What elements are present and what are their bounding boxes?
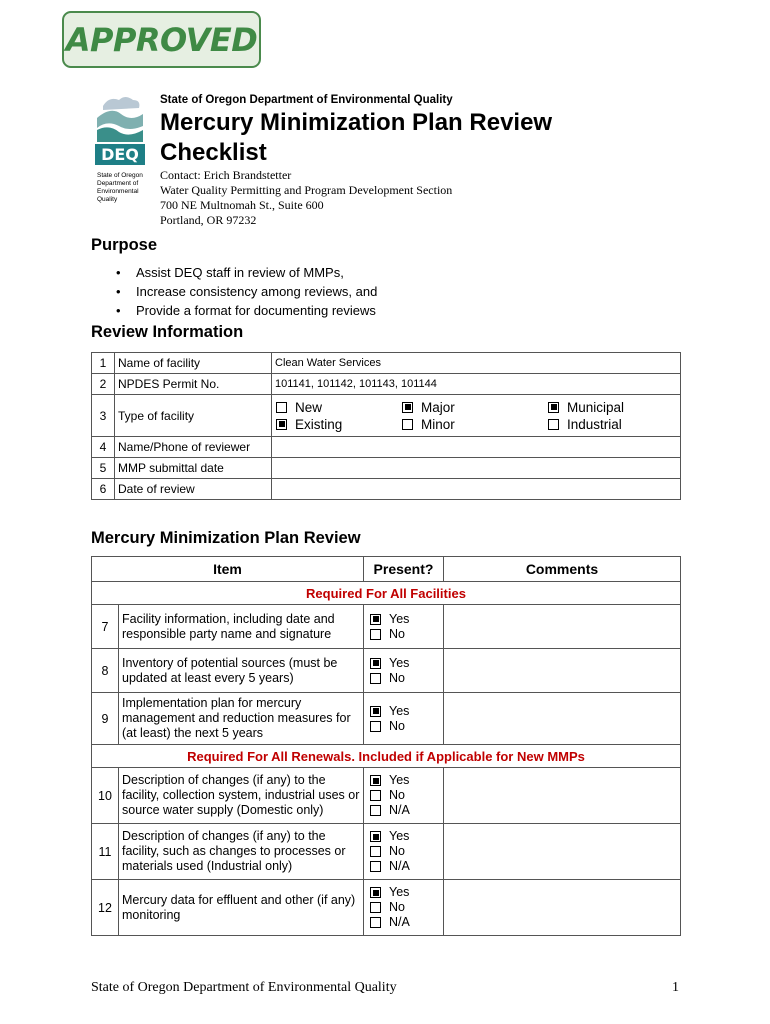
table-header-row	[92, 557, 681, 582]
logo-line: Quality	[97, 196, 118, 203]
deq-logo-icon	[95, 92, 145, 167]
field-label: Name/Phone of reviewer	[115, 437, 272, 458]
comments-cell[interactable]	[444, 880, 681, 936]
row-number: 4	[92, 437, 115, 458]
checkbox-na[interactable]	[370, 861, 381, 872]
option-label: Major	[421, 399, 455, 415]
row-number: 3	[92, 395, 115, 437]
permit-number-field[interactable]: 101141, 101142, 101143, 101144	[272, 374, 681, 395]
comments-cell[interactable]	[444, 605, 681, 649]
table-row	[92, 693, 681, 745]
present-options	[364, 824, 444, 880]
table-row	[92, 768, 681, 824]
contact-line: 700 NE Multnomah St., Suite 600	[160, 198, 324, 212]
checkbox-na[interactable]	[370, 805, 381, 816]
option-label: New	[295, 399, 323, 415]
column-header-comments: Comments	[444, 557, 681, 582]
table-row	[92, 479, 681, 500]
table-row	[92, 353, 681, 374]
item-text: Implementation plan for mercury management and reduction measures for (at least) the next 5 years	[119, 693, 364, 745]
option-label: Yes	[389, 611, 410, 626]
checkbox-no[interactable]	[370, 846, 381, 857]
option-label: N/A	[389, 915, 410, 929]
logo-line: Environmental	[97, 188, 139, 195]
table-row	[92, 374, 681, 395]
purpose-bullet: • Provide a format for documenting reviews	[116, 301, 377, 320]
page-number: 1	[672, 980, 679, 995]
row-number: 1	[92, 353, 115, 374]
present-options	[364, 649, 444, 693]
checkbox-industrial[interactable]	[548, 419, 559, 430]
logo-line: State of Oregon	[97, 172, 143, 179]
checkbox-no[interactable]	[370, 790, 381, 801]
row-number: 2	[92, 374, 115, 395]
table-row	[92, 649, 681, 693]
checkbox-yes[interactable]	[370, 831, 381, 842]
option-label: Yes	[389, 885, 410, 899]
table-row	[92, 458, 681, 479]
comments-cell[interactable]	[444, 693, 681, 745]
checkbox-yes[interactable]	[370, 887, 381, 898]
checkbox-no[interactable]	[370, 902, 381, 913]
option-label: No	[389, 626, 405, 641]
review-info-table	[91, 352, 681, 500]
checkbox-yes[interactable]	[370, 775, 381, 786]
title-line-2: Checklist	[160, 139, 267, 166]
checkbox-no[interactable]	[370, 721, 381, 732]
table-row	[92, 437, 681, 458]
option-label: No	[389, 788, 405, 802]
footer-text: State of Oregon Department of Environmental Quality	[91, 980, 397, 995]
purpose-heading: Purpose	[91, 236, 158, 254]
deq-logo-caption	[97, 172, 143, 204]
checkbox-no[interactable]	[370, 629, 381, 640]
section-row	[92, 745, 681, 768]
checkbox-municipal[interactable]	[548, 402, 559, 413]
option-group	[548, 399, 624, 433]
row-number: 6	[92, 479, 115, 500]
row-number: 8	[92, 649, 119, 693]
row-number: 11	[92, 824, 119, 880]
present-options	[364, 605, 444, 649]
row-number: 10	[92, 768, 119, 824]
field-label: NPDES Permit No.	[115, 374, 272, 395]
option-label: N/A	[389, 803, 410, 817]
row-number: 12	[92, 880, 119, 936]
row-number: 9	[92, 693, 119, 745]
section-heading: Required For All Facilities	[92, 582, 681, 605]
option-label: Existing	[295, 416, 343, 432]
row-number: 5	[92, 458, 115, 479]
contact-line: Contact: Erich Brandstetter	[160, 168, 292, 182]
table-row	[92, 605, 681, 649]
purpose-list	[116, 263, 377, 320]
checkbox-na[interactable]	[370, 917, 381, 928]
checkbox-yes[interactable]	[370, 706, 381, 717]
reviewer-field[interactable]	[272, 437, 681, 458]
checkbox-no[interactable]	[370, 673, 381, 684]
item-text: Description of changes (if any) to the facility, collection system, industrial uses or source water supply (Domestic only)	[119, 768, 364, 824]
facility-name-field[interactable]: Clean Water Services	[272, 353, 681, 374]
checkbox-yes[interactable]	[370, 658, 381, 669]
item-text: Facility information, including date and responsible party name and signature	[119, 605, 364, 649]
section-heading: Required For All Renewals. Included if Applicable for New MMPs	[92, 745, 681, 768]
contact-line: Portland, OR 97232	[160, 213, 257, 227]
comments-cell[interactable]	[444, 768, 681, 824]
option-label: No	[389, 670, 405, 685]
section-row	[92, 582, 681, 605]
review-info-heading: Review Information	[91, 323, 244, 341]
table-row	[92, 395, 681, 437]
field-label: Name of facility	[115, 353, 272, 374]
option-label: No	[389, 900, 405, 914]
checkbox-yes[interactable]	[370, 614, 381, 625]
option-label: No	[389, 718, 405, 733]
contact-block	[160, 168, 452, 228]
field-label: MMP submittal date	[115, 458, 272, 479]
checkbox-existing[interactable]	[276, 419, 287, 430]
option-label: Municipal	[567, 399, 625, 415]
approved-stamp	[62, 11, 261, 68]
option-label: No	[389, 844, 405, 858]
option-label: Yes	[389, 829, 410, 843]
comments-cell[interactable]	[444, 649, 681, 693]
option-label: Minor	[421, 416, 455, 432]
submittal-date-field[interactable]	[272, 458, 681, 479]
field-label: Date of review	[115, 479, 272, 500]
document-title	[160, 108, 620, 168]
row-number: 7	[92, 605, 119, 649]
table-row	[92, 824, 681, 880]
item-text: Mercury data for effluent and other (if any) monitoring	[119, 880, 364, 936]
checkbox-minor[interactable]	[402, 419, 413, 430]
item-text: Description of changes (if any) to the facility, such as changes to processes or materials used (Industrial only)	[119, 824, 364, 880]
table-row	[92, 880, 681, 936]
purpose-bullet: • Increase consistency among reviews, and	[116, 282, 377, 301]
present-options	[364, 768, 444, 824]
item-text: Inventory of potential sources (must be updated at least every 5 years)	[119, 649, 364, 693]
mmp-review-heading: Mercury Minimization Plan Review	[91, 529, 361, 547]
present-options	[364, 693, 444, 745]
deq-abbr: DEQ	[101, 145, 139, 164]
stamp-text: APPROVED	[65, 20, 258, 59]
option-label: Yes	[389, 703, 410, 718]
field-label: Type of facility	[115, 395, 272, 437]
column-header-present: Present?	[364, 557, 444, 582]
mmp-review-table	[91, 556, 681, 936]
option-label: Yes	[389, 773, 410, 787]
logo-line: Department of	[97, 180, 139, 187]
checkbox-major[interactable]	[402, 402, 413, 413]
facility-type-options	[272, 395, 681, 437]
contact-line: Water Quality Permitting and Program Development Section	[160, 183, 453, 197]
title-line-1: Mercury Minimization Plan Review	[160, 109, 553, 136]
agency-name: State of Oregon Department of Environmental Quality	[160, 94, 453, 106]
option-label: Yes	[389, 655, 410, 670]
comments-cell[interactable]	[444, 824, 681, 880]
purpose-bullet: • Assist DEQ staff in review of MMPs,	[116, 263, 377, 282]
column-header-item: Item	[92, 557, 364, 582]
review-date-field[interactable]	[272, 479, 681, 500]
option-label: Industrial	[567, 416, 622, 432]
present-options	[364, 880, 444, 936]
option-label: N/A	[389, 859, 410, 873]
option-group	[276, 399, 402, 433]
option-group	[402, 399, 548, 433]
checkbox-new[interactable]	[276, 402, 287, 413]
